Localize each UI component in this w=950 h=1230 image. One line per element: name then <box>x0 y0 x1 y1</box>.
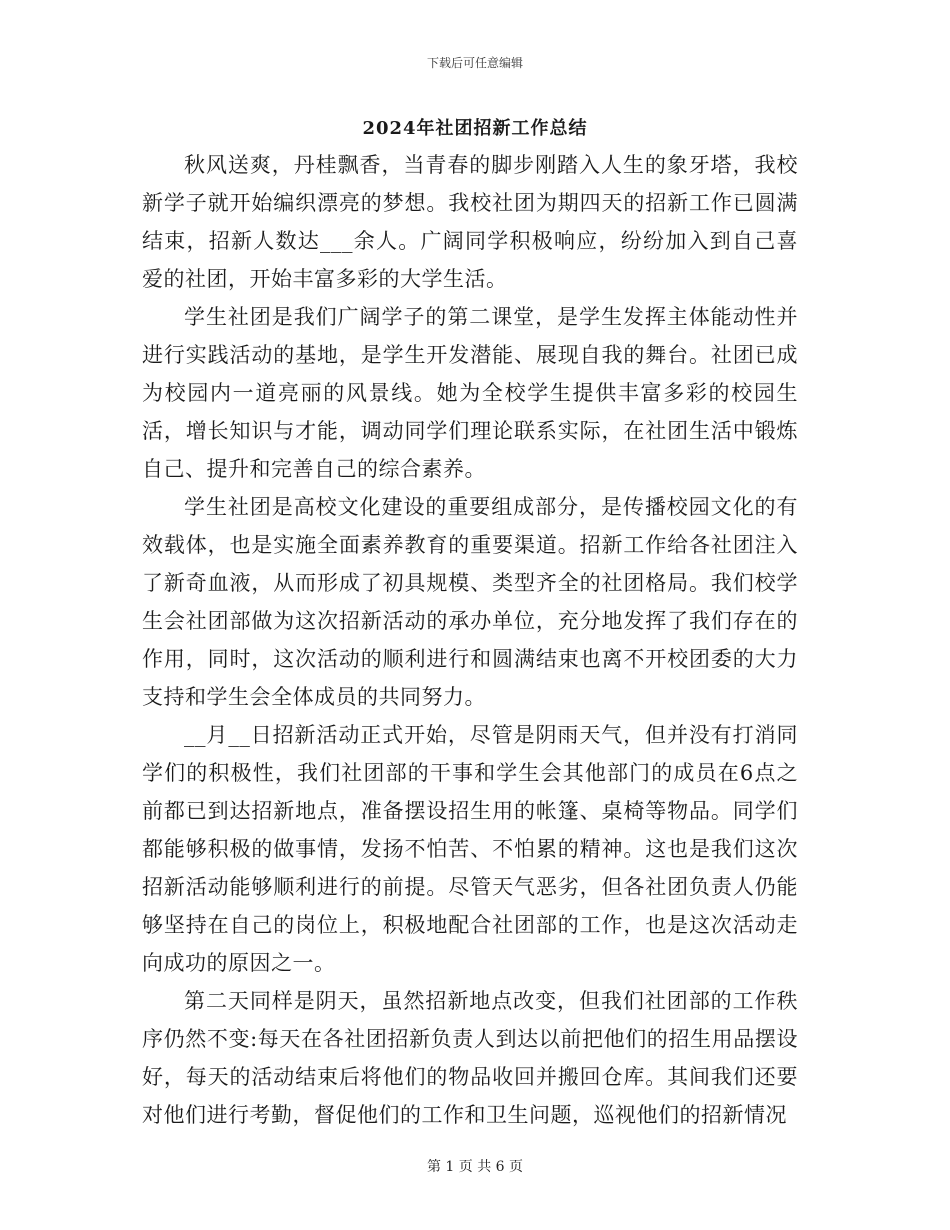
document-title: 2024年社团招新工作总结 <box>362 118 588 139</box>
page-header-note: 下载后可任意编辑 <box>426 56 523 70</box>
page-number-footer: 第 1 页 共 6 页 <box>426 1159 524 1175</box>
paragraph-2: 学生社团是我们广阔学子的第二课堂，是学生发挥主体能动性并进行实践活动的基地，是学生开发潜能、展现自我的舞台。社团已成为校园内一道亮丽的风景线。她为全校学生提供丰富多彩的校园生活，增长知识与才能，调动同学们理论联系实际，在社团生活中锻炼自己、提升和完善自己的综合素养。 <box>142 305 798 481</box>
paragraph-3: 学生社团是高校文化建设的重要组成部分，是传播校园文化的有效载体，也是实施全面素养教育的重要渠道。招新工作给各社团注入了新奇血液，从而形成了初具规模、类型齐全的社团格局。我们校学生会社团部做为这次招新活动的承办单位，充分地发挥了我们存在的作用，同时，这次活动的顺利进行和圆满结束也离不开校团委的大力支持和学生会全体成员的共同努力。 <box>142 495 798 709</box>
paragraph-1: 秋风送爽，丹桂飘香，当青春的脚步刚踏入人生的象牙塔，我校新学子就开始编织漂亮的梦想。我校社团为期四天的招新工作已圆满结束，招新人数达___余人。广阔同学积极响应，纷纷加入到自己喜爱的社团，开始丰富多彩的大学生活。 <box>142 153 798 291</box>
paragraph-5: 第二天同样是阴天，虽然招新地点改变，但我们社团部的工作秩序仍然不变:每天在各社团招新负责人到达以前把他们的招生用品摆设好，每天的活动结束后将他们的物品收回并搬回仓库。其间我们还要对他们进行考勤，督促他们的工作和卫生问题，巡视他们的招新情况 <box>142 989 798 1127</box>
paragraph-4: __月__日招新活动正式开始，尽管是阴雨天气，但并没有打消同学们的积极性，我们社团部的干事和学生会其他部门的成员在6点之前都已到达招新地点，准备摆设招生用的帐篷、桌椅等物品。同学们都能够积极的做事情，发扬不怕苦、不怕累的精神。这也是我们这次招新活动能够顺利进行的前提。尽管天气恶劣，但各社团负责人仍能够坚持在自己的岗位上，积极地配合社团部的工作，也是这次活动走向成功的原因之一。 <box>142 723 798 975</box>
document-body <box>142 146 798 1134</box>
